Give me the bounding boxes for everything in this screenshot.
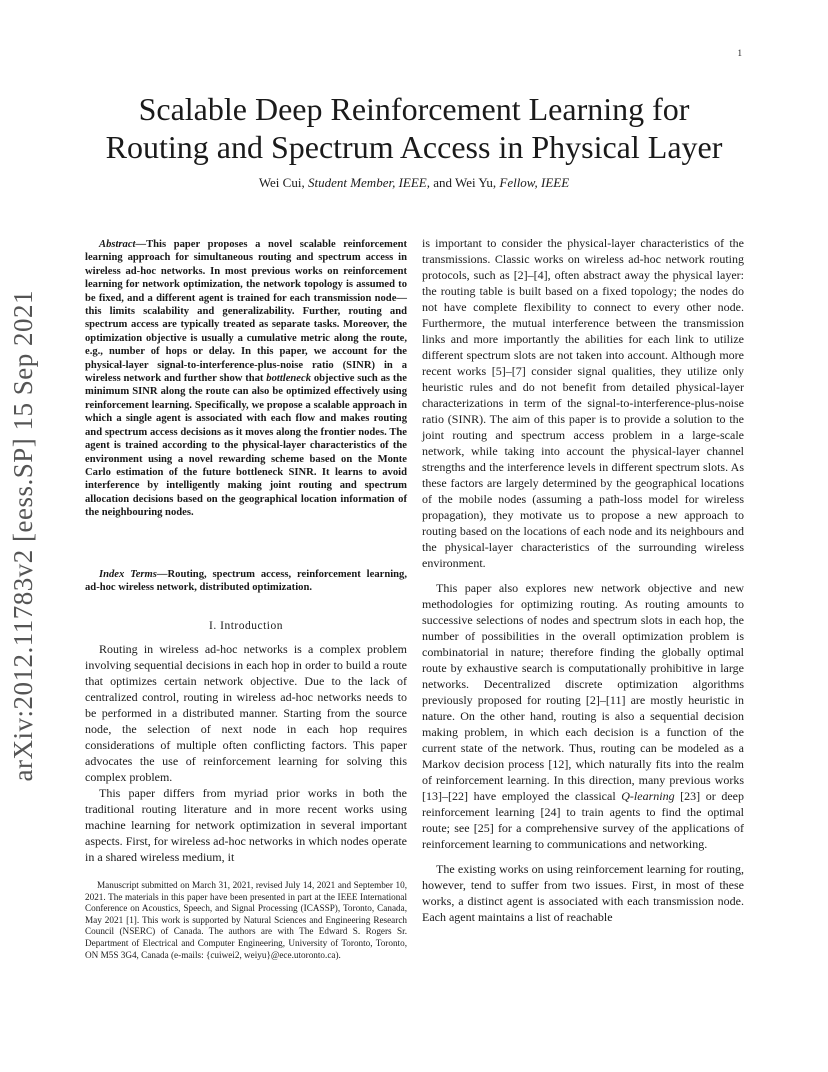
index-terms-text: —Routing, spectrum access, reinforcement learning, ad-hoc wireless network, distributed optimization. [85,569,407,594]
abstract [85,238,407,520]
section-heading-introduction: I. Introduction [209,620,283,632]
index-terms [85,568,407,595]
q-learning-emphasis: Q-learning [621,789,675,803]
author-connector: and Wei Yu, [433,175,497,190]
abstract-emphasis: bottleneck [266,373,311,385]
abstract-text-b: objective such as the minimum SINR along the route can also be optimized effectively using reinforcement learning. Specifically, we propose a scalable approach in which a single agent is associated with each flow and makes routing and spectrum access decisions as it moves along the frontier nodes. The agent is trained according to the physical-layer characteristics of the environment using a novel rewarding scheme based on the Monte Carlo estimation of the future bottleneck SINR. It learns to avoid interference by intelligently making joint routing and spectrum allocation decisions based on the geographical location information of the neighbouring nodes. [85,373,407,519]
abstract-text-a: —This paper proposes a novel scalable reinforcement learning approach for simultaneous routing and spectrum access in wireless ad-hoc networks. In most previous works on reinforcement learning for network optimization, the network topology is assumed to be fixed, and a different agent is trained for each transmission node—this limits scalability and generalizability. Further, routing and spectrum access are typically treated as separate tasks. Moreover, the optimization objective is usually a cumulative metric along the route, e.g., number of hops or delay. In this paper, we account for the physical-layer signal-to-interference-plus-noise ratio (SINR) in a wireless network and further show that [85,239,407,385]
intro-left-column [85,641,407,865]
paper-title [60,90,768,166]
title-line-2: Routing and Spectrum Access in Physical Layer [105,129,723,165]
author-2-role: Fellow, IEEE [499,175,570,190]
right-paragraph-2b: [23] or deep reinforcement learning [24] to train agents to find the optimal route; see [25] for a comprehensive survey of the applications of reinforcement learning to communications and networking. [422,789,745,851]
abstract-label: Abstract [99,239,136,250]
right-paragraph-2a: This paper also explores new network objective and new methodologies for optimizing routing. As routing amounts to successive selections of nodes and spectrum slots in each hop, the number of possibilities in the overall optimization problem is combinatorial in nature; therefore finding the globally optimal route by exhaustive search is computationally prohibitive in large networks. Decentralized discrete optimization algorithms previously proposed for routing [2]–[11] are mostly heuristic in nature. On the other hand, routing is also a sequential decision making problem, in which each decision is a function of the current state of the network. Thus, routing can be modeled as a Markov decision process [12], which naturally fits into the realm of reinforcement learning. In this direction, many previous works [13]–[22] have employed the classical [422,581,744,803]
author-line [60,175,768,191]
right-paragraph-3: The existing works on using reinforcement learning for routing, however, tend to suffer from two issues. First, in most of these works, a distinct agent is associated with each transmission node. Each agent maintains a list of reachable [422,862,744,924]
arxiv-identifier: arXiv:2012.11783v2 [eess.SP] 15 Sep 2021 [8,290,38,782]
right-paragraph-1: is important to consider the physical-layer characteristics of the transmissions. Classic works on wireless ad-hoc network routing protocols, such as [2]–[4], often abstract away the physical layer: the routing table is built based on a fixed topology; the nodes do not have complete flexibility to connect to every other node. Furthermore, the mutual interference between the transmission links and more importantly the abilities for each link to utilize different spectrum slots are not taken into account. Although more recent works [5]–[7] consider signal qualities, they utilize only heuristic rules and do not benefit from detailed physical-layer characterizations in term of the signal-to-interference-plus-noise ratio (SINR). The aim of this paper is to provide a solution to the joint routing and spectrum access problem in a large-scale network, while taking into account the physical-layer channel strengths and the interference levels in different spectrum slots. As these factors are largely determined by the geographical locations of the mobile nodes (assuming a path-loss model for wireless propagation), they motivate us to propose a new approach to routing based on the locations of each node and its neighbours and the physical-layer characteristics of the surrounding wireless environment. [422,236,744,570]
author-1-role: Student Member, IEEE, [307,175,430,190]
index-terms-label: Index Terms [99,569,157,580]
page-number: 1 [737,48,742,58]
manuscript-footnote: Manuscript submitted on March 31, 2021, revised July 14, 2021 and September 10, 2021. The materials in this paper have been presented in part at the IEEE International Conference on Acoustics, Speech, and Signal Processing (ICASSP), Toronto, Canada, May 2021 [1]. This work is supported by Natural Sciences and Engineering Research Council (NSERC) of Canada. The authors are with The Edward S. Rogers Sr. Department of Electrical and Computer Engineering, University of Toronto, Toronto, ON M5S 3G4, Canada (e-mails: {cuiwei2, weiyu}@ece.utoronto.ca). [85,880,407,960]
author-1: Wei Cui, [258,175,305,190]
title-line-1: Scalable Deep Reinforcement Learning for [138,91,690,127]
intro-paragraph-2: This paper differs from myriad prior works in both the traditional routing literature and in more recent works using machine learning for network optimization in several important aspects. First, for wireless ad-hoc networks in which nodes operate in a shared wireless medium, it [85,786,407,864]
right-paragraph-2 [422,580,744,852]
right-column [422,235,744,925]
intro-paragraph-1: Routing in wireless ad-hoc networks is a complex problem involving sequential decisions in each hop in order to build a route that optimizes certain network objective. Due to the lack of centralized control, routing in wireless ad-hoc networks needs to be performed in a distributed manner. Starting from the source node, the selection of next node in each hop requires considerations of multiple often conflicting factors. This paper advocates the use of reinforcement learning for solving this complex problem. [85,642,407,784]
